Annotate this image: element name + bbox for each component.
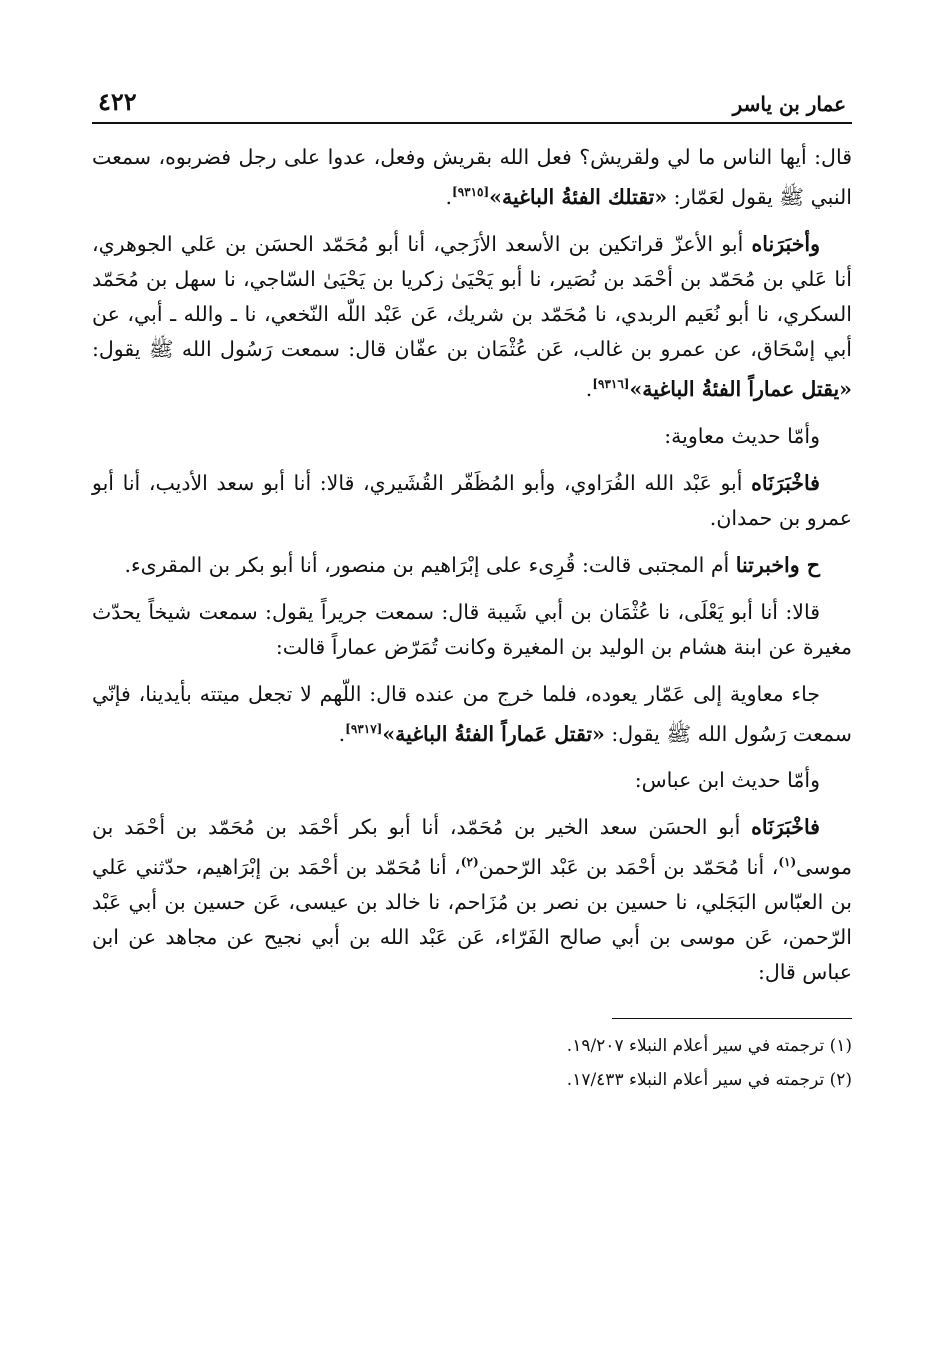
hadith-ref: [٩٣١٦] bbox=[592, 376, 630, 391]
page-number: ٤٢٢ bbox=[98, 87, 137, 116]
paragraph-lead: ح واخبرتنا bbox=[735, 552, 820, 577]
paragraph-1: قال: أيها الناس ما لي ولقريش؟ فعل الله بقريش وفعل، عدوا على رجل فضربوه، سمعت النبي ﷺ يقول لعَمّار: «تقتلك الفئةُ الباغية»[٩٣١٥]. bbox=[92, 145, 852, 209]
footnote-marker-2: (٢) bbox=[460, 855, 479, 870]
paragraph-lead: وأخبَرَناه bbox=[751, 231, 820, 256]
footnote-marker-1: (١) bbox=[778, 855, 797, 870]
paragraph-4: فاخْبَرَنَاه أبو عَبْد الله الفُرَاوي، وأبو المُظَفّر القُشَيري، قالا: أنا أبو سعد الأديب، أنا أبو عمرو بن حمدان. bbox=[92, 470, 852, 530]
hadith-quote: «تقتل عَماراً الفئةُ الباغية» bbox=[382, 721, 605, 746]
paragraph-lead: فاخْبَرَنَاه bbox=[751, 470, 820, 495]
footnotes bbox=[92, 1029, 852, 1097]
main-text bbox=[92, 140, 852, 990]
hadith-ref: [٩٣١٥] bbox=[452, 185, 490, 199]
running-title: عمار بن ياسر bbox=[732, 92, 846, 116]
paragraph-8: وأمّا حديث ابن عباس: bbox=[634, 768, 820, 793]
footnote-1: (١) ترجمته في سير أعلام النبلاء ١٩/٢٠٧. bbox=[566, 1036, 852, 1057]
paragraph-5: ح واخبرتنا أم المجتبى قالت: قُرِىء على إبْرَاهيم بن منصور، أنا أبو بكر بن المقرىء. bbox=[124, 552, 820, 577]
paragraph-lead: فاخْبَرَنَاه bbox=[751, 815, 820, 840]
page-header bbox=[92, 78, 852, 124]
paragraph-7: جاء معاوية إلى عَمّار يعوده، فلما خرج من عنده قال: اللّهم لا تجعل ميتته بأيدينا، فإنّي سمعت رَسُول الله ﷺ يقول: «تقتل عَماراً الفئةُ الباغية»[٩٣١٧]. bbox=[92, 681, 852, 746]
paragraph-9: فاخْبَرَنَاه أبو الحسَن سعد الخير بن مُحَمّد، أنا أبو بكر أحْمَد بن مُحَمّد بن أحْمَد بن موسى$^{(١)}$، أنا مُحَمّد بن أحْمَد بن عَبْد الرّحمن$^{(٢)}$، أنا مُحَمّد بن أحْمَد بن إبْرَاهيم، حدّثني عَلي بن العبّاس البَجَلي، نا حسين بن نصر بن مُزَاحم، نا خالد بن عيسى، عَن حسين بن أبي عَبْد الرّحمن، عَن موسى بن أبي صالح الفَرّاء، عَن عَبْد الله بن أبي نجيح عن مجاهد عن ابن عباس قال: bbox=[92, 815, 852, 985]
hadith-ref: [٩٣١٧] bbox=[345, 721, 383, 736]
paragraph-6: قالا: أنا أبو يَعْلَى، نا عُثْمَان بن أبي شَيبة قال: سمعت جريراً يقول: سمعت شيخاً يحدّث مغيرة عن ابنة هشام بن الوليد بن المغيرة وكانت تُمَرّض عماراً قالت: bbox=[92, 599, 852, 659]
footnote-2: (٢) ترجمته في سير أعلام النبلاء ١٧/٤٣٣. bbox=[566, 1070, 852, 1091]
book-page bbox=[92, 78, 852, 1097]
paragraph-3: وأمّا حديث معاوية: bbox=[664, 423, 820, 448]
hadith-quote: «يقتل عماراً الفئةُ الباغية» bbox=[629, 376, 852, 401]
paragraph-2: وأخبَرَناه أبو الأعزّ قراتكين بن الأسعد الأزَجي، أنا أبو مُحَمّد الحسَن بن عَلي الجوهري، أنا عَلي بن مُحَمّد بن أحْمَد بن نُصَير، نا أبو يَحْيَىٰ زكريا بن يَحْيَىٰ السّاجي، نا سهل بن مُحَمّد السكري، نا أبو نُعَيم الربدي، نا مُحَمّد بن شريك، عَن عَبْد اللّه النّخعي، نا ـ والله ـ أبي، عن أبي إسْحَاق، عن عمرو بن غالب، عَن عُثْمَان بن عفّان قال: سمعت رَسُول الله ﷺ يقول: «يقتل عماراً الفئةُ الباغية»[٩٣١٦]. bbox=[92, 231, 852, 401]
hadith-quote: «تقتلك الفئةُ الباغية» bbox=[489, 184, 668, 209]
footnote-separator bbox=[612, 1018, 852, 1019]
